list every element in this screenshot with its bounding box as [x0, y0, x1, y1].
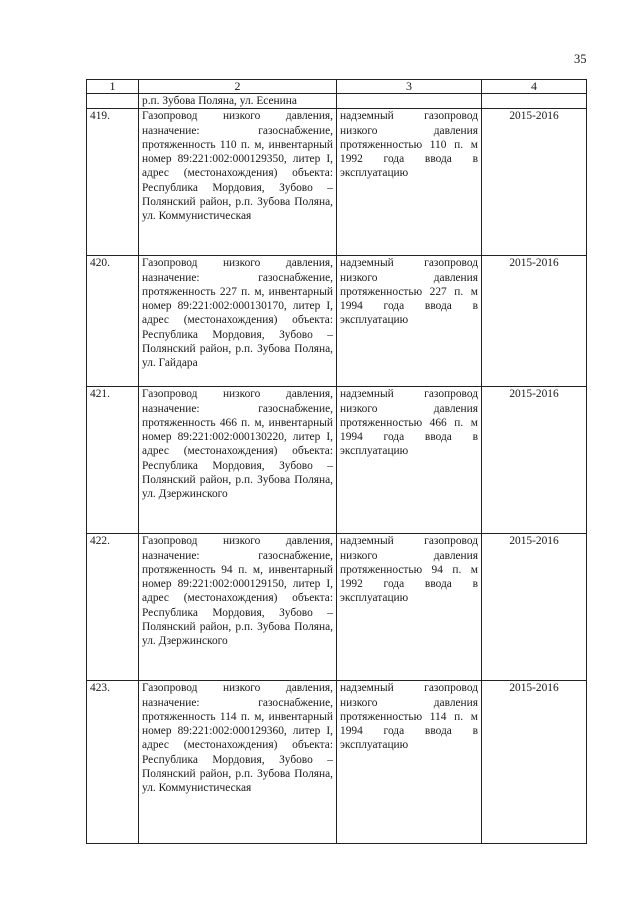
column-header-1: 1 — [87, 80, 139, 94]
property-table — [86, 79, 587, 844]
row-description: Газопровод низкого давления, назначение: газоснабжение, протяженность 114 п. м, инвентарный номер 89:221:002:000129360, литер I, адрес (местонахождения) объекта: Республика Мордовия, Зубово – Полянский район, р.п. Зубова Поляна, ул. Коммунистическая — [139, 681, 337, 844]
row-description: Газопровод низкого давления, назначение: газоснабжение, протяженность 466 п. м, инвентарный номер 89:221:002:000130220, литер I, адрес (местонахождения) объекта: Республика Мордовия, Зубово – Полянский район, р.п. Зубова Поляна, ул. Дзержинского — [139, 387, 337, 534]
column-header-3: 3 — [337, 80, 482, 94]
row-number: 419. — [87, 109, 139, 256]
row-status: надземный газопровод низкого давления протяженностью 114 п. м 1994 года ввода в эксплуатацию — [337, 681, 482, 844]
row-period: 2015-2016 — [482, 109, 587, 256]
row-period: 2015-2016 — [482, 681, 587, 844]
row-period: 2015-2016 — [482, 387, 587, 534]
row-status: надземный газопровод низкого давления протяженностью 227 п. м 1994 года ввода в эксплуатацию — [337, 256, 482, 387]
row-status: надземный газопровод низкого давления протяженностью 110 п. м 1992 года ввода в эксплуатацию — [337, 109, 482, 256]
table-header-row — [87, 80, 587, 94]
table-row — [87, 681, 587, 844]
row-number: 423. — [87, 681, 139, 844]
row-description: Газопровод низкого давления, назначение: газоснабжение, протяженность 227 п. м, инвентарный номер 89:221:002:000130170, литер I, адрес (местонахождения) объекта: Республика Мордовия, Зубово – Полянский район, р.п. Зубова Поляна, ул. Гайдара — [139, 256, 337, 387]
row-number: 421. — [87, 387, 139, 534]
row-number: 420. — [87, 256, 139, 387]
table-row — [87, 109, 587, 256]
continuation-row — [87, 94, 587, 109]
row-number: 422. — [87, 534, 139, 681]
table-row — [87, 256, 587, 387]
column-header-4: 4 — [482, 80, 587, 94]
table-row — [87, 534, 587, 681]
row-description: Газопровод низкого давления, назначение: газоснабжение, протяженность 94 п. м, инвентарный номер 89:221:002:000129150, литер I, адрес (местонахождения) объекта: Республика Мордовия, Зубово – Полянский район, р.п. Зубова Поляна, ул. Дзержинского — [139, 534, 337, 681]
row-description: Газопровод низкого давления, назначение: газоснабжение, протяженность 110 п. м, инвентарный номер 89:221:002:000129350, литер I, адрес (местонахождения) объекта: Республика Мордовия, Зубово – Полянский район, р.п. Зубова Поляна, ул. Коммунистическая — [139, 109, 337, 256]
continuation-text: р.п. Зубова Поляна, ул. Есенина — [139, 94, 337, 109]
row-period: 2015-2016 — [482, 256, 587, 387]
row-period: 2015-2016 — [482, 534, 587, 681]
column-header-2: 2 — [139, 80, 337, 94]
row-status: надземный газопровод низкого давления протяженностью 94 п. м 1992 года ввода в эксплуатацию — [337, 534, 482, 681]
page-number: 35 — [574, 52, 587, 66]
table-row — [87, 387, 587, 534]
row-status: надземный газопровод низкого давления протяженностью 466 п. м 1994 года ввода в эксплуатацию — [337, 387, 482, 534]
